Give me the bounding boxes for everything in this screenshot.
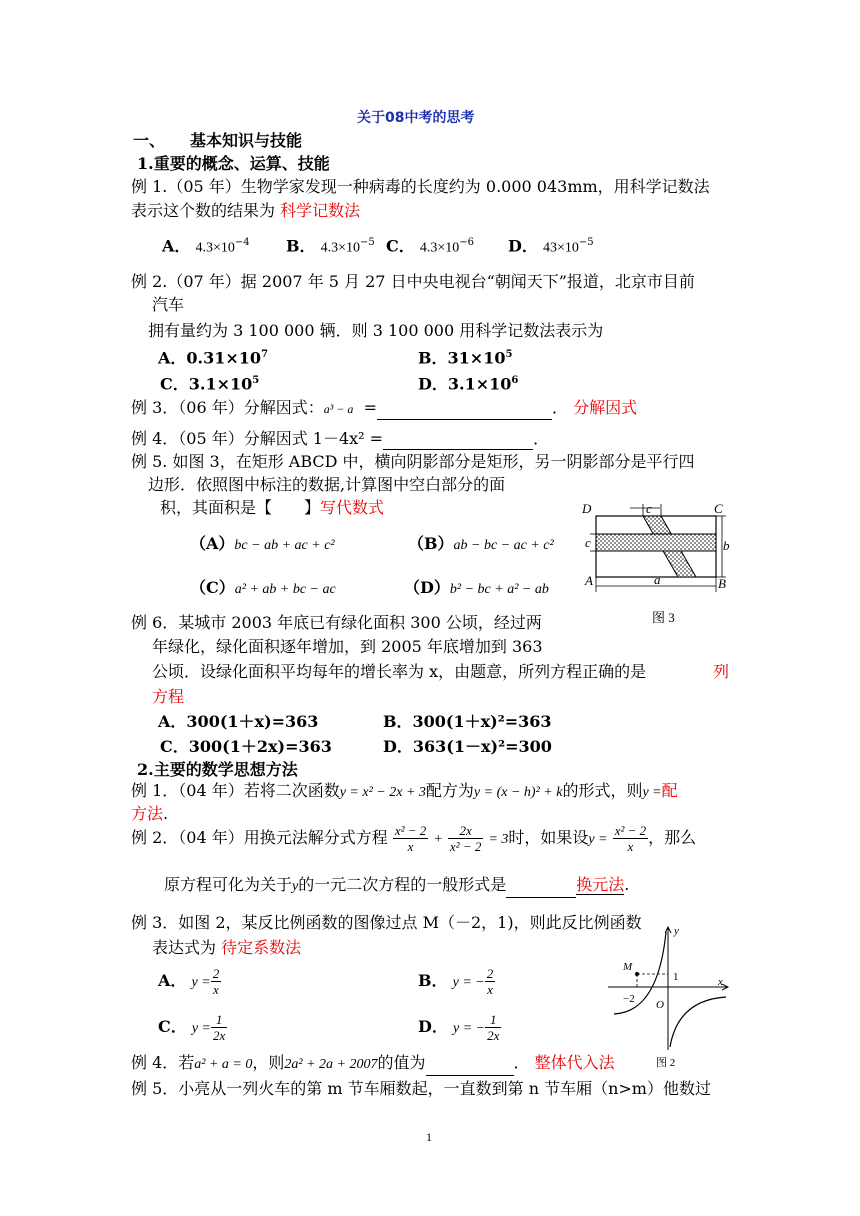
fig2-label-y: y bbox=[674, 925, 679, 937]
fig3-label-a: a bbox=[654, 572, 661, 587]
m2-frac3: $\frac{\text{x² − 2}}{x}$ bbox=[614, 823, 647, 854]
page-number: 1 bbox=[426, 1130, 432, 1144]
ex3-line: 例 3．（06 年）分解因式：a³ − a = ． 分解因式 bbox=[131, 397, 637, 420]
ex1-line2: 表示这个数的结果为 科学记数法 bbox=[131, 201, 361, 220]
ex2-line3: 拥有量约为 3 100 000 辆．则 3 100 000 用科学记数法表示为 bbox=[148, 321, 604, 340]
subsection-heading-2: 2.主要的数学思想方法 bbox=[137, 760, 298, 779]
ex6-option-d: D．363(1－x)²=300 bbox=[383, 737, 552, 756]
fig2-label-neg2: −2 bbox=[623, 993, 635, 1005]
ex5-line3: 积，其面积是【 】写代数式 bbox=[160, 498, 385, 517]
ex6-line1: 例 6．某城市 2003 年底已有绿化面积 300 公顷，经过两 bbox=[131, 613, 542, 632]
ex1-line1: 例 1.（05 年）生物学家发现一种病毒的长度约为 0.000 043mm，用科学记数法 bbox=[131, 177, 710, 196]
ex6-option-c: C．300(1＋2x)=363 bbox=[160, 737, 332, 756]
ex5-option-d: （D）b² − bc + a² − ab bbox=[404, 578, 549, 597]
fig2-label-1: 1 bbox=[673, 971, 679, 983]
m2-line2: 原方程可化为关于y的一元二次方程的一般形式是 换元法. bbox=[164, 874, 629, 898]
m4-tag: 整体代入法 bbox=[534, 1053, 615, 1072]
ex6-option-b: B．300(1＋x)²=363 bbox=[383, 712, 552, 731]
ex2-line2: 汽车 bbox=[152, 295, 185, 314]
m2-line1: 例 2．（04 年）用换元法解分式方程 $\frac{\text{x² − 2}}{x}$ + $\frac{2x}{\text{x² − 2}}$ = 3时，如果设y = $\frac{\text{x² − 2}}{x}$ ，那么 bbox=[131, 823, 697, 854]
m4-blank bbox=[426, 1059, 514, 1076]
ex2-line1: 例 2.（07 年）据 2007 年 5 月 27 日中央电视台“朝闻天下”报道，北京市目前 bbox=[131, 272, 695, 291]
ex3-tag: 分解因式 bbox=[573, 398, 638, 417]
fig3-label-c-left: c bbox=[585, 535, 591, 550]
fig2-label-m: M bbox=[623, 961, 633, 973]
fig3-label-b: b bbox=[723, 538, 730, 553]
section-heading: 基本知识与技能 bbox=[190, 131, 303, 150]
figure-3 bbox=[580, 496, 740, 628]
ex3-blank bbox=[377, 403, 552, 420]
ex2-option-c: C．$3.1\times 10^5$ bbox=[160, 374, 260, 394]
fig3-label-b-corner: B bbox=[718, 576, 726, 591]
subsection-heading: 1.重要的概念、运算、技能 bbox=[137, 154, 330, 173]
m2-tag: 换元法 bbox=[576, 875, 625, 894]
fig2-caption: 图 2 bbox=[656, 1057, 676, 1069]
ex5-tag: 写代数式 bbox=[320, 498, 385, 517]
fig3-label-a-corner: A bbox=[585, 573, 593, 588]
section-number: 一、 bbox=[133, 131, 166, 150]
m3-option-c: C． y = $\frac{1}{2x}$ bbox=[158, 1012, 226, 1043]
ex2-option-a: A．$0.31\times 10^7$ bbox=[158, 348, 269, 368]
m3-line2: 表达式为 待定系数法 bbox=[152, 938, 302, 957]
fig2-label-o: O bbox=[656, 999, 664, 1011]
ex5-option-a: （A）bc − ab + ac + c² bbox=[190, 534, 335, 553]
m3-option-b: B． y = − $\frac{2}{x}$ bbox=[418, 966, 494, 997]
m2-frac1: $\frac{\text{x² − 2}}{x}$ bbox=[394, 823, 427, 854]
fig3-label-c: C bbox=[714, 501, 723, 516]
ex4-blank bbox=[383, 433, 533, 450]
ex6-line2: 年绿化，绿化面积逐年增加，到 2005 年底增加到 363 bbox=[152, 637, 543, 656]
ex6-option-a: A．300(1＋x)=363 bbox=[158, 712, 319, 731]
m4-line: 例 4．若a² + a = 0，则2a² + 2a + 2007的值为 ． 整体代入法 bbox=[131, 1052, 615, 1076]
fig3-label-c-top: c bbox=[646, 501, 652, 516]
ex4-line: 例 4．（05 年）分解因式 1－4x² = ． bbox=[131, 429, 550, 448]
m5-line: 例 5．小亮从一列火车的第 m 节车厢数起，一直数到第 n 节车厢（n>m）他数过 bbox=[131, 1079, 711, 1098]
ex5-option-c: （C）a² + ab + bc − ac bbox=[190, 578, 336, 597]
ex1-option-c: C． $4.3\times 10^{-6}$ bbox=[386, 236, 474, 256]
ex2-option-b: B．$31\times 10^5$ bbox=[418, 348, 513, 368]
m1-line1: 例 1．（04 年）若将二次函数y = x² − 2x + 3配方为y = (x − h)² + k的形式，则y =配 bbox=[131, 781, 678, 800]
ex6-tag-1: 列 bbox=[713, 662, 730, 681]
ex6-tag-2: 方程 bbox=[152, 687, 185, 706]
fig2-label-x: x bbox=[718, 976, 723, 988]
m2-frac2: $\frac{2x}{\text{x² − 2}}$ bbox=[449, 823, 482, 854]
ex5-option-b: （B）ab − bc − ac + c² bbox=[408, 534, 554, 553]
m3-option-d: D． y = − $\frac{1}{2x}$ bbox=[418, 1012, 500, 1043]
fig3-caption: 图 3 bbox=[652, 610, 675, 625]
ex5-line1: 例 5. 如图 3，在矩形 ABCD 中，横向阴影部分是矩形，另一阴影部分是平行四 bbox=[131, 452, 695, 471]
ex1-option-d: D． $43\times 10^{-5}$ bbox=[508, 236, 594, 256]
m3-tag: 待定系数法 bbox=[221, 938, 302, 957]
fig3-label-d: D bbox=[582, 501, 592, 516]
m1-line2: 方法. bbox=[131, 804, 169, 823]
ex1-option-b: B． $4.3\times 10^{-5}$ bbox=[286, 236, 375, 256]
m3-line1: 例 3．如图 2，某反比例函数的图像过点 M（－2，1)，则此反比例函数 bbox=[131, 913, 642, 932]
ex5-line2: 边形．依照图中标注的数据,计算图中空白部分的面 bbox=[148, 475, 506, 494]
m3-option-a: A． y = $\frac{2}{x}$ bbox=[158, 966, 220, 997]
figure-2 bbox=[600, 922, 740, 1072]
ex6-line3: 公顷．设绿化面积平均每年的增长率为 x，由题意，所列方程正确的是 bbox=[152, 662, 647, 681]
ex1-tag: 科学记数法 bbox=[280, 201, 361, 220]
ex2-option-d: D．$3.1\times 10^6$ bbox=[418, 374, 519, 394]
page-title: 关于08中考的思考 bbox=[357, 110, 475, 126]
ex1-option-a: A． $4.3\times 10^{-4}$ bbox=[162, 236, 250, 256]
